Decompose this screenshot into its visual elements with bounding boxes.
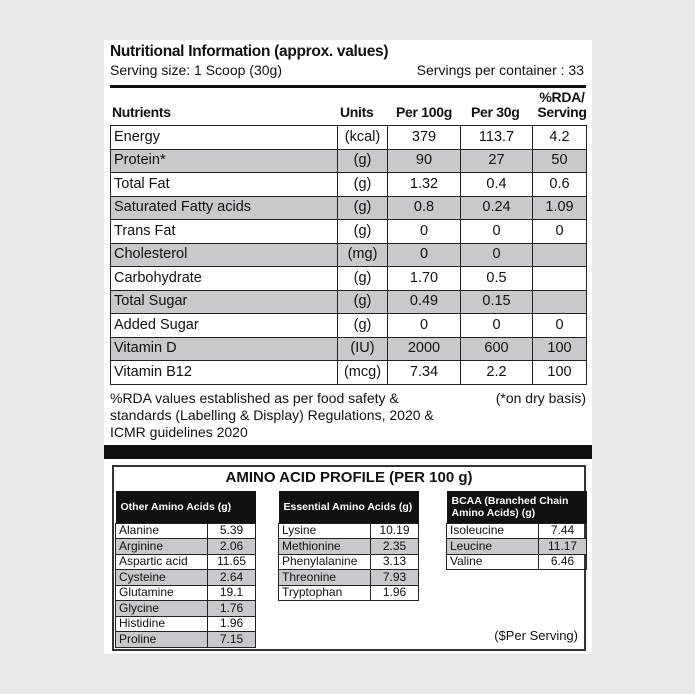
table-cell: 2.64 [208,570,256,586]
table-cell: Trans Fat [111,220,338,244]
amino-table [446,491,587,570]
table-cell: 3.13 [371,554,419,570]
table-row [447,554,587,570]
table-row [111,337,587,361]
header-rda-line2: Serving [537,104,587,120]
amino-table [115,491,256,648]
divider [110,85,586,88]
table-cell: 0.6 [533,173,587,197]
table-cell: 27 [461,149,533,173]
table-cell: 11.65 [208,554,256,570]
table-cell: Cysteine [116,570,208,586]
table-cell: (g) [338,290,388,314]
table-cell: Proline [116,632,208,648]
table-cell: (g) [338,196,388,220]
header-nutrients: Nutrients [112,104,171,120]
table-cell: Glycine [116,601,208,617]
table-cell: (kcal) [338,126,388,150]
table-row [111,267,587,291]
servings-per-container: Servings per container : 33 [416,62,584,78]
table-cell: 0 [461,220,533,244]
table-cell: 113.7 [461,126,533,150]
header-rda-line1: %RDA/ [539,89,585,105]
table-cell: (IU) [338,337,388,361]
table-cell: 7.15 [208,632,256,648]
table-cell: Tryptophan [279,585,371,601]
table-cell: Valine [447,554,539,570]
table-cell: Alanine [116,523,208,539]
table-row [111,314,587,338]
table-cell: 1.96 [371,585,419,601]
table-cell: Arginine [116,539,208,555]
table-cell: 2.35 [371,539,419,555]
table-row [447,539,587,555]
table-cell: (mg) [338,243,388,267]
table-cell: 0 [533,220,587,244]
table-cell: 50 [533,149,587,173]
table-cell [533,267,587,291]
table-cell: 5.39 [208,523,256,539]
table-cell: (mcg) [338,361,388,385]
header-per30: Per 30g [471,104,520,120]
table-cell: Lysine [279,523,371,539]
table-cell: 11.17 [539,539,587,555]
table-cell [533,290,587,314]
table-cell: (g) [338,149,388,173]
table-cell: 0 [388,314,461,338]
table-cell: 0 [388,243,461,267]
header-per100: Per 100g [396,104,452,120]
table-cell: 0 [461,314,533,338]
table-cell: Histidine [116,616,208,632]
table-cell: 0 [461,243,533,267]
amino-title: AMINO ACID PROFILE (PER 100 g) [225,469,473,486]
table-cell: 1.96 [208,616,256,632]
table-row [116,585,256,601]
table-cell: 1.09 [533,196,587,220]
table-cell: 100 [533,361,587,385]
table-cell: 6.46 [539,554,587,570]
table-cell: 19.1 [208,585,256,601]
table-cell: Threonine [279,570,371,586]
table-cell: (g) [338,220,388,244]
table-cell: 7.34 [388,361,461,385]
table-cell: 379 [388,126,461,150]
table-cell: Total Fat [111,173,338,197]
table-cell: 2000 [388,337,461,361]
table-cell: Saturated Fatty acids [111,196,338,220]
table-cell: Protein* [111,149,338,173]
table-cell: 0.8 [388,196,461,220]
table-cell: Total Sugar [111,290,338,314]
amino-table-header: Essential Amino Acids (g) [279,491,419,523]
table-row [279,554,419,570]
rda-footnote: %RDA values established as per food safety & standards (Labelling & Display) Regulations, 2020 & ICMR guidelines 2020 [110,390,434,440]
amino-table-header: Other Amino Acids (g) [116,491,256,523]
table-cell: 90 [388,149,461,173]
nutrition-table [110,125,587,385]
table-cell: 1.32 [388,173,461,197]
amino-acid-profile [112,465,586,651]
table-row [111,361,587,385]
table-row [116,601,256,617]
table-cell: 0.15 [461,290,533,314]
table-cell: (g) [338,173,388,197]
nutrition-label [104,40,592,654]
table-row [279,539,419,555]
table-cell: Methionine [279,539,371,555]
table-row [279,570,419,586]
table-cell: 0.5 [461,267,533,291]
amino-table-header: BCAA (Branched Chain Amino Acids) (g) [447,491,587,523]
table-cell: 2.2 [461,361,533,385]
table-cell: 1.76 [208,601,256,617]
table-row [111,173,587,197]
table-row [111,220,587,244]
table-row [116,632,256,648]
table-cell [533,243,587,267]
table-cell: 2.06 [208,539,256,555]
table-row [116,523,256,539]
table-row [111,243,587,267]
table-cell: (g) [338,267,388,291]
table-cell: Cholesterol [111,243,338,267]
dry-basis-note: (*on dry basis) [495,390,586,406]
table-cell: Glutamine [116,585,208,601]
table-row [111,126,587,150]
table-row [116,616,256,632]
table-cell: Phenylalanine [279,554,371,570]
table-row [111,149,587,173]
table-row [447,523,587,539]
table-row [116,554,256,570]
table-cell: 1.70 [388,267,461,291]
header-units: Units [340,104,374,120]
table-cell: 0.4 [461,173,533,197]
table-row [116,570,256,586]
per-serving-note: ($Per Serving) [494,628,578,643]
table-row [279,585,419,601]
table-row [279,523,419,539]
divider-bar [104,445,592,459]
table-cell: Isoleucine [447,523,539,539]
table-cell: 7.93 [371,570,419,586]
table-cell: (g) [338,314,388,338]
table-cell: 0.24 [461,196,533,220]
table-cell: 0 [388,220,461,244]
table-cell: Energy [111,126,338,150]
label-title: Nutritional Information (approx. values) [110,43,389,60]
table-cell: Vitamin D [111,337,338,361]
table-cell: 0.49 [388,290,461,314]
table-row [111,196,587,220]
table-row [116,539,256,555]
table-cell: 0 [533,314,587,338]
table-cell: 4.2 [533,126,587,150]
table-cell: Leucine [447,539,539,555]
table-row [111,290,587,314]
table-cell: Carbohydrate [111,267,338,291]
table-cell: 7.44 [539,523,587,539]
table-cell: Aspartic acid [116,554,208,570]
header-rda [534,90,590,120]
serving-size: Serving size: 1 Scoop (30g) [110,62,282,78]
table-cell: 10.19 [371,523,419,539]
table-cell: 600 [461,337,533,361]
table-cell: 100 [533,337,587,361]
table-cell: Added Sugar [111,314,338,338]
table-cell: Vitamin B12 [111,361,338,385]
amino-table [278,491,419,601]
